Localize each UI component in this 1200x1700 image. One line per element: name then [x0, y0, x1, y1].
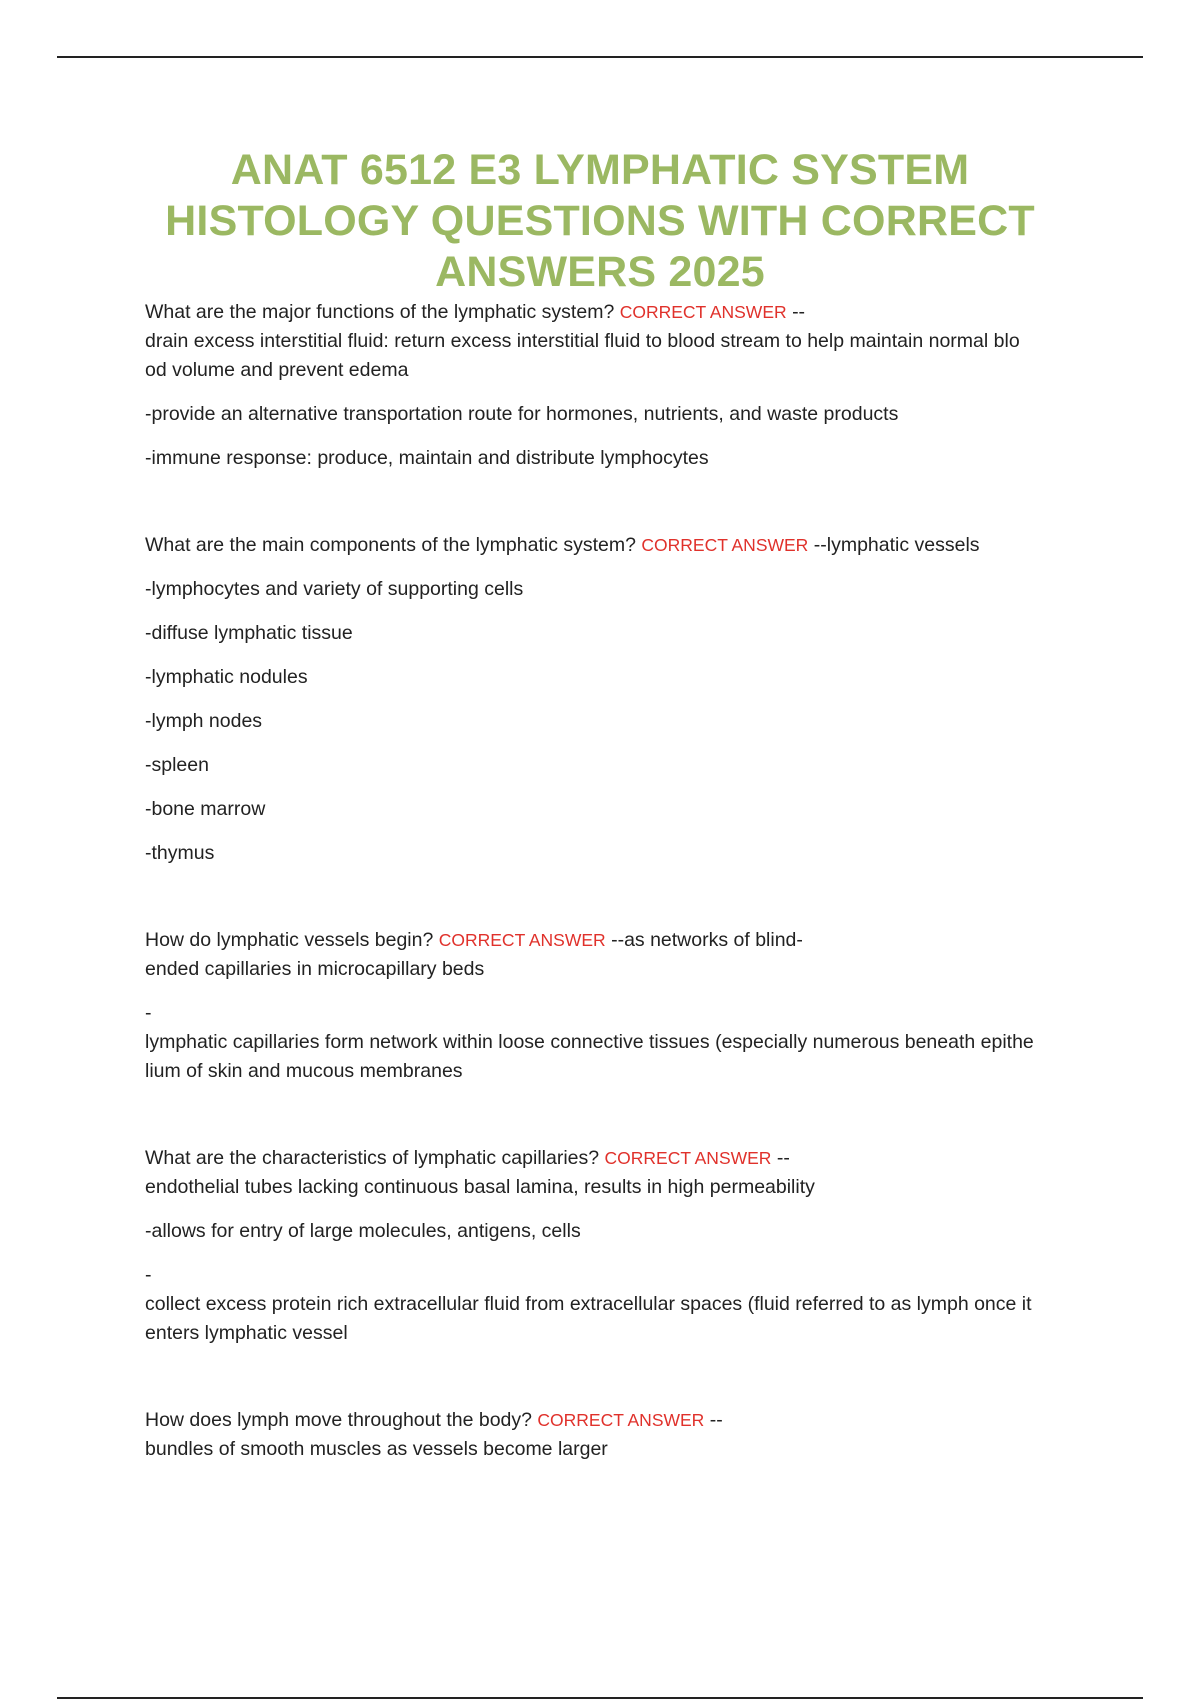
question-text: What are the major functions of the lymphatic system? [145, 301, 615, 323]
question-text: What are the characteristics of lymphatic capillaries? [145, 1147, 600, 1169]
answer-line: -lymphatic nodules [145, 666, 308, 688]
answer-line: -thymus [145, 842, 215, 864]
qa-first-line [145, 1144, 1090, 1202]
answer-line: -spleen [145, 754, 209, 776]
question-text: How do lymphatic vessels begin? [145, 929, 434, 951]
answer-line: -diffuse lymphatic tissue [145, 622, 353, 644]
answer-line: -immune response: produce, maintain and distribute lymphocytes [145, 447, 709, 469]
correct-answer-label: CORRECT ANSWER [641, 535, 809, 555]
answer-text: -- bundles of smooth muscles as vessels become larger [145, 1409, 723, 1460]
qa-first-line [145, 531, 1090, 560]
correct-answer-label: CORRECT ANSWER [604, 1148, 772, 1168]
answer-text: -- endothelial tubes lacking continuous basal lamina, results in high permeability [145, 1147, 815, 1198]
qa-item [145, 1406, 1090, 1464]
answer-line: - lymphatic capillaries form network within loose connective tissues (especially numerous beneath epithe lium of skin and mucous membranes [145, 1002, 1034, 1082]
answer-line: -provide an alternative transportation route for hormones, nutrients, and waste products [145, 403, 899, 425]
qa-item [145, 298, 1090, 473]
answer-line: -bone marrow [145, 798, 266, 820]
answer-line: -lymph nodes [145, 710, 263, 732]
bottom-rule [57, 1697, 1143, 1699]
answer-text: --lymphatic vessels [813, 534, 980, 556]
question-text: How does lymph move throughout the body? [145, 1409, 532, 1431]
qa-content [145, 298, 1090, 1464]
document-title: ANAT 6512 E3 LYMPHATIC SYSTEM HISTOLOGY QUESTIONS WITH CORRECT ANSWERS 2025 [165, 146, 1035, 296]
question-text: What are the main components of the lymphatic system? [145, 534, 636, 556]
answer-text: --as networks of blind- ended capillaries in microcapillary beds [145, 929, 803, 980]
correct-answer-label: CORRECT ANSWER [537, 1410, 705, 1430]
qa-first-line [145, 926, 1090, 984]
answer-text: -- drain excess interstitial fluid: return excess interstitial fluid to blood stream to help maintain normal blo od volume and prevent edema [145, 301, 1020, 381]
qa-item [145, 531, 1090, 868]
qa-first-line [145, 298, 1090, 385]
qa-item [145, 926, 1090, 1086]
qa-item [145, 1144, 1090, 1348]
qa-first-line [145, 1406, 1090, 1464]
top-rule [57, 56, 1143, 58]
correct-answer-label: CORRECT ANSWER [438, 930, 606, 950]
answer-line: -lymphocytes and variety of supporting cells [145, 578, 524, 600]
answer-line: - collect excess protein rich extracellular fluid from extracellular spaces (fluid referred to as lymph once it enters lymphatic vessel [145, 1264, 1032, 1344]
correct-answer-label: CORRECT ANSWER [619, 302, 787, 322]
answer-line: -allows for entry of large molecules, antigens, cells [145, 1220, 581, 1242]
